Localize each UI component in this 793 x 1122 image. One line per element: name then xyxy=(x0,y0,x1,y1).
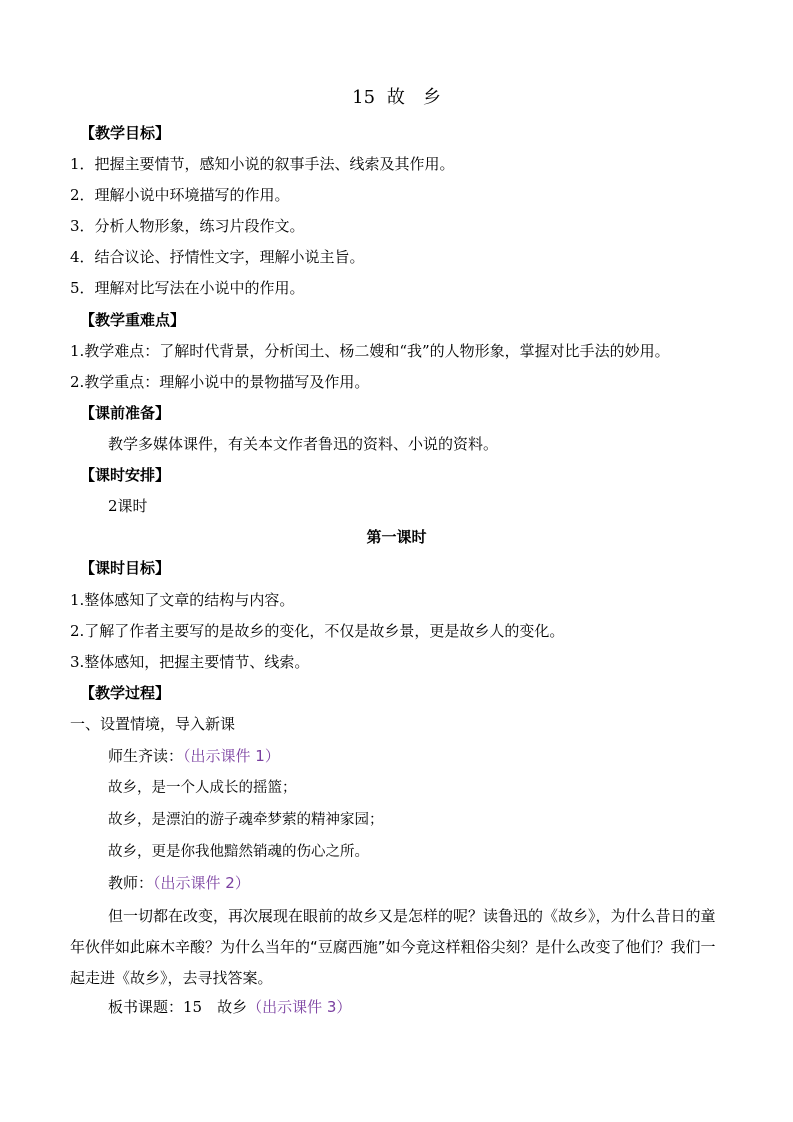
title-part-1: 故 xyxy=(386,87,405,108)
board-line xyxy=(108,997,351,1017)
goal-item-3: 3．分析人物形象，练习片段作文。 xyxy=(70,217,305,235)
goal-item-5: 5．理解对比写法在小说中的作用。 xyxy=(70,279,305,297)
prep-heading: 【课前准备】 xyxy=(80,404,171,422)
key-point-focus: 2.教学重点：理解小说中的景物描写及作用。 xyxy=(70,373,370,391)
title-number: 15 xyxy=(352,87,376,108)
poem-line-3: 故乡，更是你我他黯然销魂的伤心之所。 xyxy=(108,844,369,860)
schedule-heading: 【课时安排】 xyxy=(80,466,171,484)
teacher-line xyxy=(108,873,250,893)
teacher-paragraph: 但一切都在改变，再次展现在眼前的故乡又是怎样的呢？读鲁迅的《故乡》，为什么昔日的童年伙伴如此麻木辛酸？为什么当年的“豆腐西施”如今竟这样粗俗尖刻？是什么改变了他们？我们一起走进《故乡》，去寻找答案。 xyxy=(70,907,716,987)
poem-line-2: 故乡，是漂泊的游子魂牵梦萦的精神家园； xyxy=(108,812,384,828)
reading-cue: （出示课件 1） xyxy=(183,747,280,765)
key-point-difficulty: 1.教学难点：了解时代背景，分析闰土、杨二嫂和“我”的人物形象，掌握对比手法的妙用。 xyxy=(70,342,670,360)
key-points-heading: 【教学重难点】 xyxy=(80,311,186,329)
lesson-title: 第一课时 xyxy=(366,528,427,546)
lesson-goal-2: 2.了解了作者主要写的是故乡的变化，不仅是故乡景，更是故乡人的变化。 xyxy=(70,622,565,640)
goals-heading: 【教学目标】 xyxy=(80,124,171,142)
board-cue: （出示课件 3） xyxy=(247,998,352,1016)
page-title xyxy=(0,86,793,110)
teacher-cue: （出示课件 2） xyxy=(153,874,250,892)
board-label: 板书课题：15 故乡 xyxy=(108,998,248,1016)
schedule-text: 2课时 xyxy=(108,497,148,515)
lesson-goal-3: 3.整体感知，把握主要情节、线索。 xyxy=(70,653,310,671)
goal-item-1: 1．把握主要情节，感知小说的叙事手法、线索及其作用。 xyxy=(70,155,455,173)
step-1-heading: 一、设置情境，导入新课 xyxy=(70,715,236,733)
reading-label: 师生齐读： xyxy=(108,747,184,765)
prep-text: 教学多媒体课件，有关本文作者鲁迅的资料、小说的资料。 xyxy=(108,435,499,453)
reading-line xyxy=(108,746,280,766)
goal-item-2: 2．理解小说中环境描写的作用。 xyxy=(70,186,290,204)
lesson-goals-heading: 【课时目标】 xyxy=(80,559,171,577)
poem-line-1: 故乡，是一个人成长的摇篮； xyxy=(108,780,297,796)
goal-item-4: 4．结合议论、抒情性文字，理解小说主旨。 xyxy=(70,248,365,266)
teacher-label: 教师： xyxy=(108,874,154,892)
lesson-goal-1: 1.整体感知了文章的结构与内容。 xyxy=(70,591,295,609)
title-part-2: 乡 xyxy=(422,87,441,108)
process-heading: 【教学过程】 xyxy=(80,684,171,702)
